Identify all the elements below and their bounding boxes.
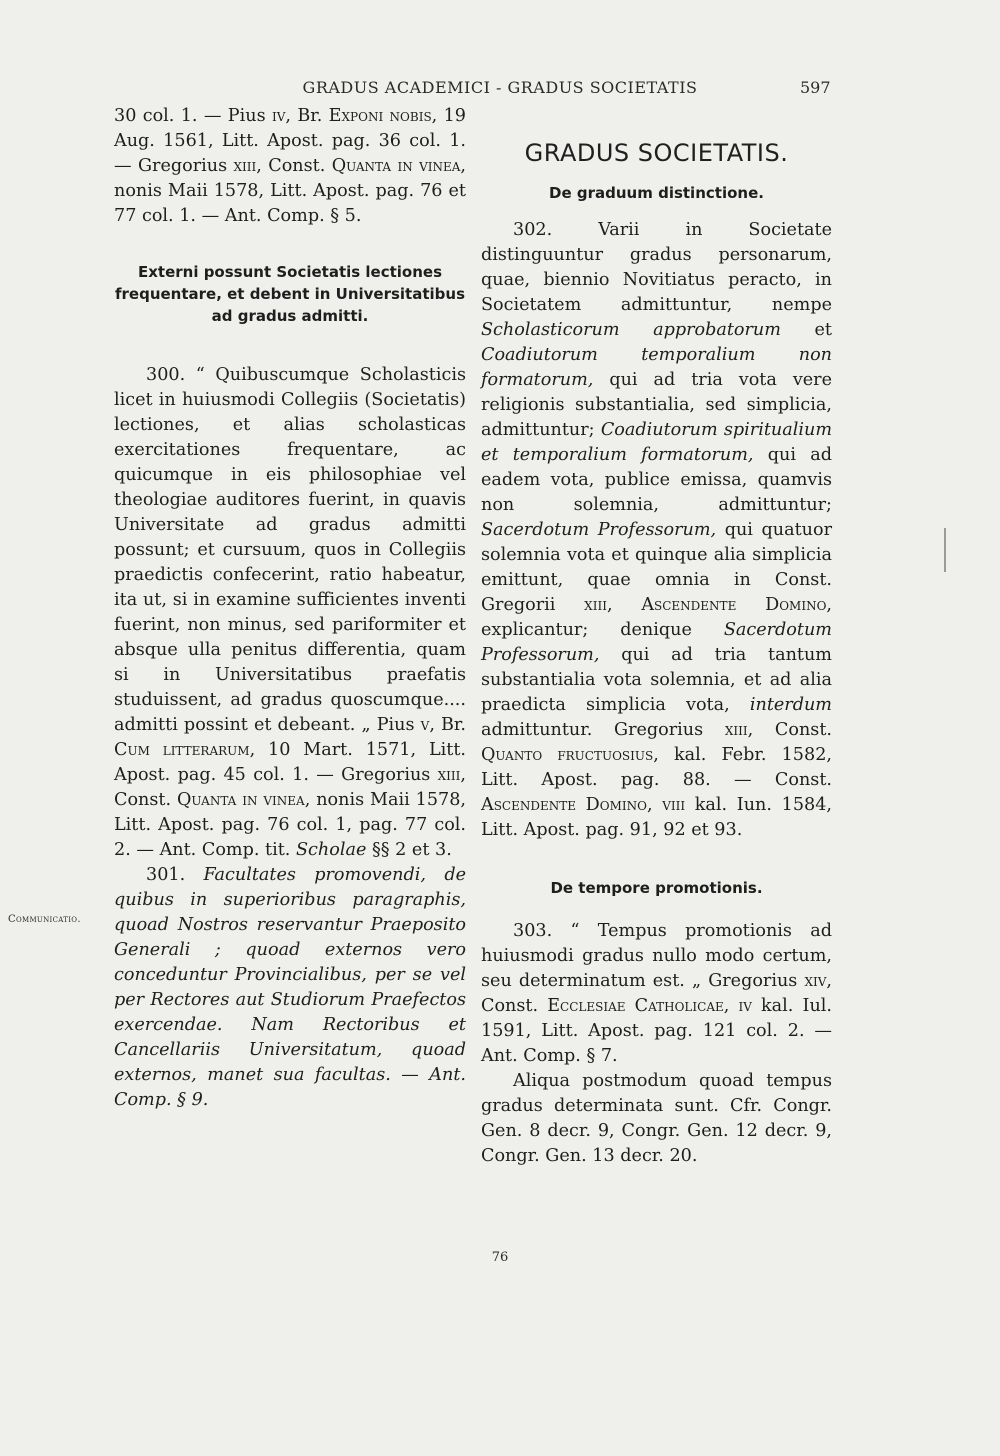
paragraph-aliqua: Aliqua postmodum quoad tempus gradus determinata sunt. Cfr. Congr. Gen. 8 decr. 9, Congr. Gen. 12 decr. 9, Congr. Gen. 13 decr. 20. xyxy=(481,1071,832,1166)
paragraph-continuation: 30 col. 1. — Pius iv, Br. Exponi nobis, 19 Aug. 1561, Litt. Apost. pag. 36 col. 1. — Gregorius xiii, Const. Quanta in vinea, nonis Maii 1578, Litt. Apost. pag. 76 et 77 col. 1. — Ant. Comp. § 5. xyxy=(114,106,467,226)
bleed-through-mark xyxy=(944,528,946,572)
right-column xyxy=(481,138,832,1169)
running-title: GRADUS ACADEMICI - GRADUS SOCIETATIS xyxy=(302,78,698,97)
paragraph-300: 300. “ Quibuscumque Scholasticis licet in huiusmodi Collegiis (Societatis) lectiones, et alias scholasticas exercitationes frequentare, ac quicumque in eis philosophiae vel theologiae auditores fuerint, in quavis Universitate ad gradus admitti possunt; et cursuum, quos in Collegiis praedictis confecerint, ratio habeatur, ita ut, si in examine sufficientes inventi fuerint, non minus, sed pariformiter et absque ulla penitus differentia, quam si in Universitatibus praefatis studuissent, ad gradus quoscumque.... admitti possint et debeant. „ Pius v, Br. Cum litterarum, 10 Mart. 1571, Litt. Apost. pag. 45 col. 1. — Gregorius xiii, Const. Quanta in vinea, nonis Maii 1578, Litt. Apost. pag. 76 col. 1, pag. 77 col. 2. — Ant. Comp. tit. Scholae §§ 2 et 3. xyxy=(114,365,467,860)
page-number: 597 xyxy=(800,78,831,97)
section-heading: Externi possunt Societatis lectiones frequentare, et debent in Universitatibus ad gradus admitti. xyxy=(114,263,466,325)
chapter-title: GRADUS SOCIETATIS. xyxy=(524,139,789,167)
section-heading: De tempore promotionis. xyxy=(550,879,763,897)
section-heading: De graduum distinctione. xyxy=(549,184,764,202)
left-column xyxy=(114,104,466,1113)
paragraph-301: 301. Facultates promovendi, de quibus in superioribus paragraphis, quoad Nostros reservantur Praeposito Generali ; quoad externos vero conceduntur Provincialibus, per se vel per Rectores aut Studiorum Praefectos exercendae. Nam Rectoribus et Cancellariis Universitatum, quoad externos, manet sua facultas. — Ant. Comp. § 9. xyxy=(114,865,466,1110)
paragraph-302: 302. Varii in Societate distinguuntur gradus personarum, quae, biennio Novitiatus peracto, in Societatem admittuntur, nempe Scholasticorum approbatorum et Coadiutorum temporalium non formatorum, qui ad tria vota vere religionis substantialia, sed simplicia, admittuntur; Coadiutorum spiritualium et temporalium formatorum, qui ad eadem vota, publice emissa, quamvis non solemnia, admittuntur; Sacerdotum Professorum, qui quatuor solemnia vota et quinque alia simplicia emittunt, quae omnia in Const. Gregorii xiii, Ascendente Domino, explicantur; denique Sacerdotum Professorum, qui ad tria tantum substantialia vota solemnia, et ad alia praedicta simplicia vota, interdum admittuntur. Gregorius xiii, Const. Quanto fructuosius, kal. Febr. 1582, Litt. Apost. pag. 88. — Const. Ascendente Domino, viii kal. Iun. 1584, Litt. Apost. pag. 91, 92 et 93. xyxy=(481,220,833,840)
signature-mark: 76 xyxy=(491,1250,509,1265)
paragraph-303: 303. “ Tempus promotionis ad huiusmodi gradus nullo modo certum, seu determinatum est. „ Gregorius xiv, Const. Ecclesiae Catholicae, iv kal. Iul. 1591, Litt. Apost. pag. 121 col. 2. — Ant. Comp. § 7. xyxy=(481,921,832,1066)
margin-note: Communicatio. xyxy=(8,914,81,925)
